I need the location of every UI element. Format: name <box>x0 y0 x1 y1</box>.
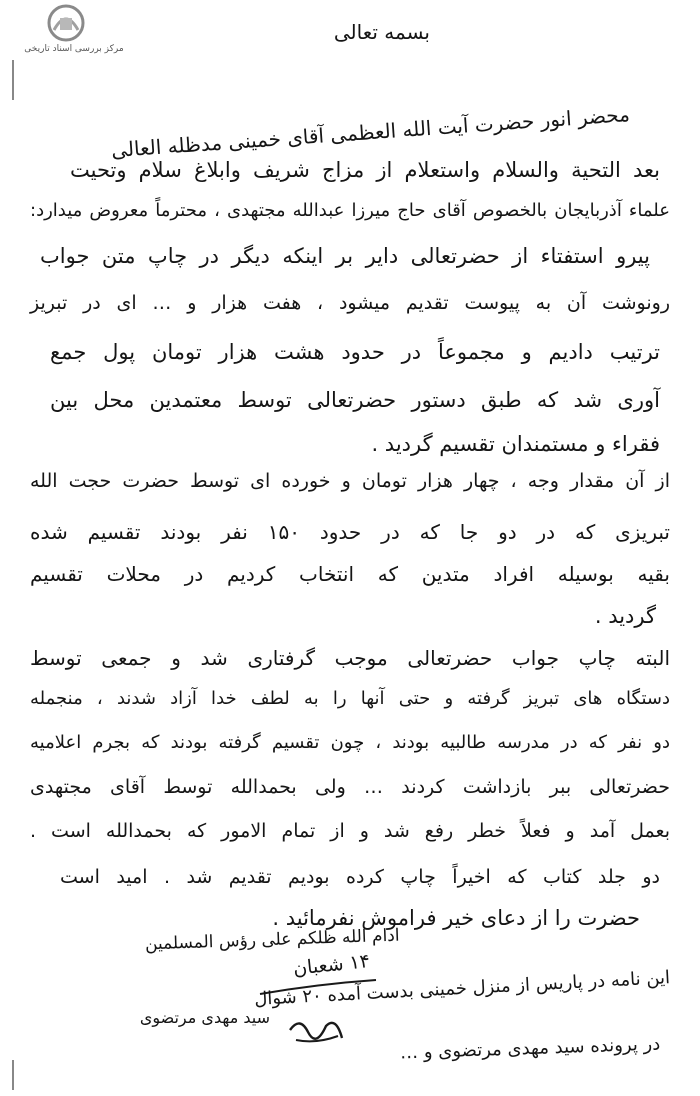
archive-watermark <box>14 4 134 62</box>
letter-line: حضرتعالی ببر بازداشت کردند … ولی بحمدالله توسط آقای مجتهدی <box>30 776 670 798</box>
letter-line: بعمل آمد و فعلاً خطر رفع شد و از تمام الامور که بحمدالله است . <box>30 820 670 842</box>
letter-line: البته چاپ جواب حضرتعالی موجب گرفتاری شد و جمعی توسط <box>30 646 670 670</box>
letter-line: از آن مقدار وجه ، چهار هزار تومان و خورده ای توسط حضرت حجت الله <box>30 470 670 492</box>
closing-salutation: ادام الله ظلکم علی رؤس المسلمین <box>145 925 401 955</box>
letter-date: ۱۴ شعبان <box>292 950 371 980</box>
handwritten-note-line1: این نامه در پاریس از منزل خمینی بدست آمده ۲۰ شوال <box>253 967 671 1010</box>
letter-line: دو جلد کتاب که اخیراً چاپ کرده بودیم تقدیم شد . امید است <box>60 866 660 888</box>
letter-line: علماء آذربایجان بالخصوص آقای حاج میرزا عبدالله مجتهدی ، محترماً معروض میدارد: <box>30 200 670 221</box>
signature-mark <box>286 1012 346 1046</box>
letter-line: گردید . <box>594 604 656 628</box>
archive-name: مرکز بررسی اسناد تاریخی <box>24 44 124 54</box>
addressee-line: محضر انور حضرت آیت الله العظمی آقای خمینی مدظله العالی <box>110 102 631 163</box>
letter-line: دستگاه های تبریز گرفته و حتی آنها را به لطف خدا آزاد شدند ، منجمله <box>30 688 670 709</box>
letter-line: دو نفر که در مدرسه طالبیه بودند ، چون تقسیم گرفته بودند که بجرم اعلامیه <box>30 732 670 753</box>
letter-line: پیرو استفتاء از حضرتعالی دایر بر اینکه دیگر در چاپ متن جواب <box>40 244 650 268</box>
letter-line: بقیه بوسیله افراد متدین که انتخاب کردیم در محلات تقسیم <box>30 562 670 586</box>
sender-name: سید مهدی مرتضوی <box>139 1008 270 1027</box>
bismillah-heading: بسمه تعالی <box>333 20 430 44</box>
letter-line: حضرت را از دعای خیر فراموش نفرمائید . <box>272 906 640 930</box>
margin-line-top <box>12 60 14 100</box>
letter-line: آوری شد که طبق دستور حضرتعالی توسط معتمدین محل بین <box>50 388 660 412</box>
letter-line: فقراء و مستمندان تقسیم گردید . <box>371 432 660 456</box>
archive-logo-icon <box>44 4 88 42</box>
handwritten-note-line2: در پرونده سید مهدی مرتضوی و … <box>399 1033 661 1064</box>
letter-line: بعد التحیة والسلام واستعلام از مزاج شریف وابلاغ سلام وتحیت <box>70 158 660 182</box>
margin-line-bottom <box>12 1060 14 1090</box>
letter-line: رونوشت آن به پیوست تقدیم میشود ، هفت هزار و … ای در تبریز <box>30 292 670 314</box>
letter-line: ترتیب دادیم و مجموعاً در حدود هشت هزار تومان پول جمع <box>50 340 660 364</box>
letter-line: تبریزی که در دو جا که در حدود ۱۵۰ نفر بودند تقسیم شده <box>30 520 670 544</box>
